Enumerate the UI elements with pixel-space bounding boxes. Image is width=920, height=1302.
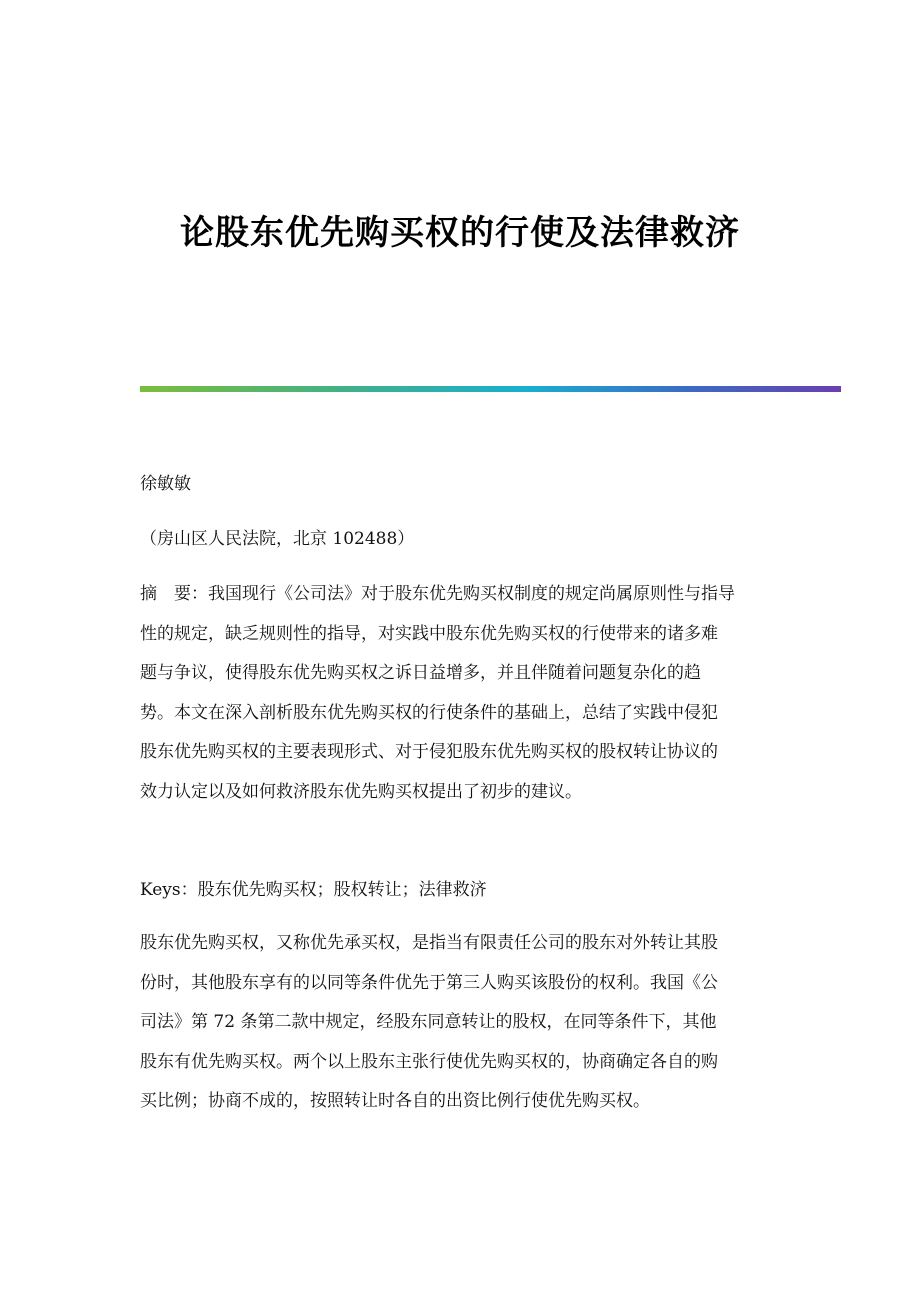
document-title: 论股东优先购买权的行使及法律救济 (180, 213, 740, 253)
abstract-line: 题与争议，使得股东优先购买权之诉日益增多，并且伴随着问题复杂化的趋 (140, 663, 701, 683)
abstract (140, 575, 790, 812)
author-affiliation: （房山区人民法院，北京 102488） (140, 529, 415, 549)
abstract-line: 效力认定以及如何救济股东优先购买权提出了初步的建议。 (140, 781, 582, 802)
body-line: 司法》第 72 条第二款中规定，经股东同意转让的股权，在同等条件下，其他 (140, 1012, 717, 1032)
body-line: 股东优先购买权，又称优先承买权，是指当有限责任公司的股东对外转让其股 (140, 933, 718, 953)
author-name: 徐敏敏 (140, 474, 191, 494)
title-divider (140, 386, 841, 392)
abstract-line: 股东优先购买权的主要表现形式、对于侵犯股东优先购买权的股权转让协议的 (140, 742, 718, 762)
abstract-line: 摘 要：我国现行《公司法》对于股东优先购买权制度的规定尚属原则性与指导 (140, 584, 735, 604)
abstract-line: 性的规定，缺乏规则性的指导，对实践中股东优先购买权的行使带来的诸多难 (140, 623, 718, 644)
abstract-line: 势。本文在深入剖析股东优先购买权的行使条件的基础上，总结了实践中侵犯 (140, 702, 718, 723)
body-line: 股东有优先购买权。两个以上股东主张行使优先购买权的，协商确定各自的购 (140, 1051, 718, 1072)
body-line: 份时，其他股东享有的以同等条件优先于第三人购买该股份的权利。我国《公 (140, 972, 718, 993)
body-line: 买比例；协商不成的，按照转让时各自的出资比例行使优先购买权。 (140, 1091, 650, 1111)
keywords: Keys：股东优先购买权；股权转让；法律救济 (140, 880, 487, 900)
body-paragraph (140, 924, 790, 1122)
